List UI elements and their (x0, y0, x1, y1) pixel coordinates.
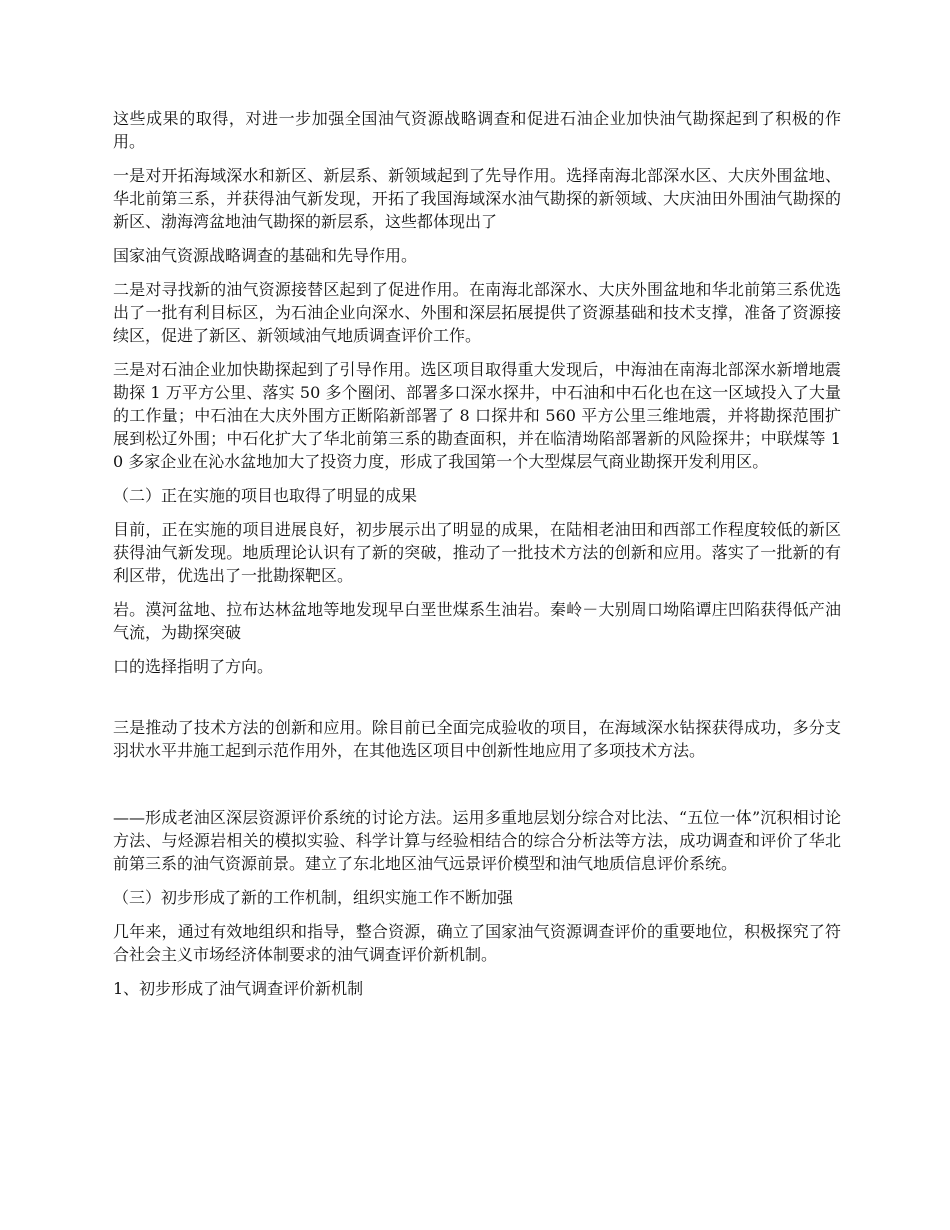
document-body (113, 107, 841, 1011)
paragraph-achievements-intro: 这些成果的取得，对进一步加强全国油气资源战略调查和促进石油企业加快油气勘探起到了积极的作用。 (113, 109, 841, 151)
paragraph-direction: 口的选择指明了方向。 (113, 657, 274, 676)
paragraph-point-three: 三是对石油企业加快勘探起到了引导作用。选区项目取得重大发现后，中海油在南海北部深水新增地震勘探 1 万平方公里、落实 50 多个圈闭、部署多口深水探井，中石油和中石化也在这一区域投入了大量的工作量；中石油在大庆外围方正断陷新部署了 8 口探井和 560 平方公里三维地震，并将勘探范围扩展到松辽外围；中石化扩大了华北前第三系的勘查面积，并在临清坳陷部署新的风险探井；中联煤等 10 多家企业在沁水盆地加大了投资力度，形成了我国第一个大型煤层气商业勘探开发利用区。 (113, 360, 841, 471)
paragraph-ongoing-progress: 目前，正在实施的项目进展良好，初步展示出了明显的成果，在陆相老油田和西部工作程度较低的新区获得油气新发现。地质理论认识有了新的突破，推动了一批技术方法的创新和应用。落实了一批新的有利区带，优选出了一批勘探靶区。 (113, 520, 841, 585)
paragraph-evaluation-method: ——形成老油区深层资源评价系统的讨论方法。运用多重地层划分综合对比法、“五位一体”沉积相讨论方法、与烃源岩相关的模拟实验、科学计算与经验相结合的综合分析法等方法，成功调查和评价了华北前第三系的油气资源前景。建立了东北地区油气远景评价模型和油气地质信息评价系统。 (113, 808, 841, 873)
paragraph-technical-innovation: 三是推动了技术方法的创新和应用。除目前已全面完成验收的项目，在海域深水钻探获得成功，多分支羽状水平井施工起到示范作用外，在其他选区项目中创新性地应用了多项技术方法。 (113, 718, 841, 760)
subheading-new-mechanism: 1、初步形成了油气调查评价新机制 (113, 979, 364, 998)
paragraph-point-two: 二是对寻找新的油气资源接替区起到了促进作用。在南海北部深水、大庆外围盆地和华北前第三系优选出了一批有利目标区，为石油企业向深水、外围和深层拓展提供了资源基础和技术支撑，准备了资源接续区，促进了新区、新领域油气地质调查评价工作。 (113, 280, 841, 345)
paragraph-point-one: 一是对开拓海域深水和新区、新层系、新领域起到了先导作用。选择南海北部深水区、大庆外围盆地、华北前第三系，并获得油气新发现，开拓了我国海域深水油气勘探的新领域、大庆油田外围油气勘探的新区、渤海湾盆地油气勘探的新层系，这些都体现出了 (113, 166, 841, 231)
paragraph-point-one-continued: 国家油气资源战略调查的基础和先导作用。 (113, 246, 418, 265)
section-heading-ongoing-projects: （二）正在实施的项目也取得了明显的成果 (113, 486, 418, 505)
section-heading-work-mechanism: （三）初步形成了新的工作机制，组织实施工作不断加强 (113, 888, 514, 907)
paragraph-mechanism-summary: 几年来，通过有效地组织和指导，整合资源，确立了国家油气资源调查评价的重要地位，积极探究了符合社会主义市场经济体制要求的油气调查评价新机制。 (113, 922, 841, 964)
paragraph-source-rock-discovery: 岩。漠河盆地、拉布达林盆地等地发现早白垩世煤系生油岩。秦岭－大别周口坳陷谭庄凹陷获得低产油气流，为勘探突破 (113, 600, 841, 642)
